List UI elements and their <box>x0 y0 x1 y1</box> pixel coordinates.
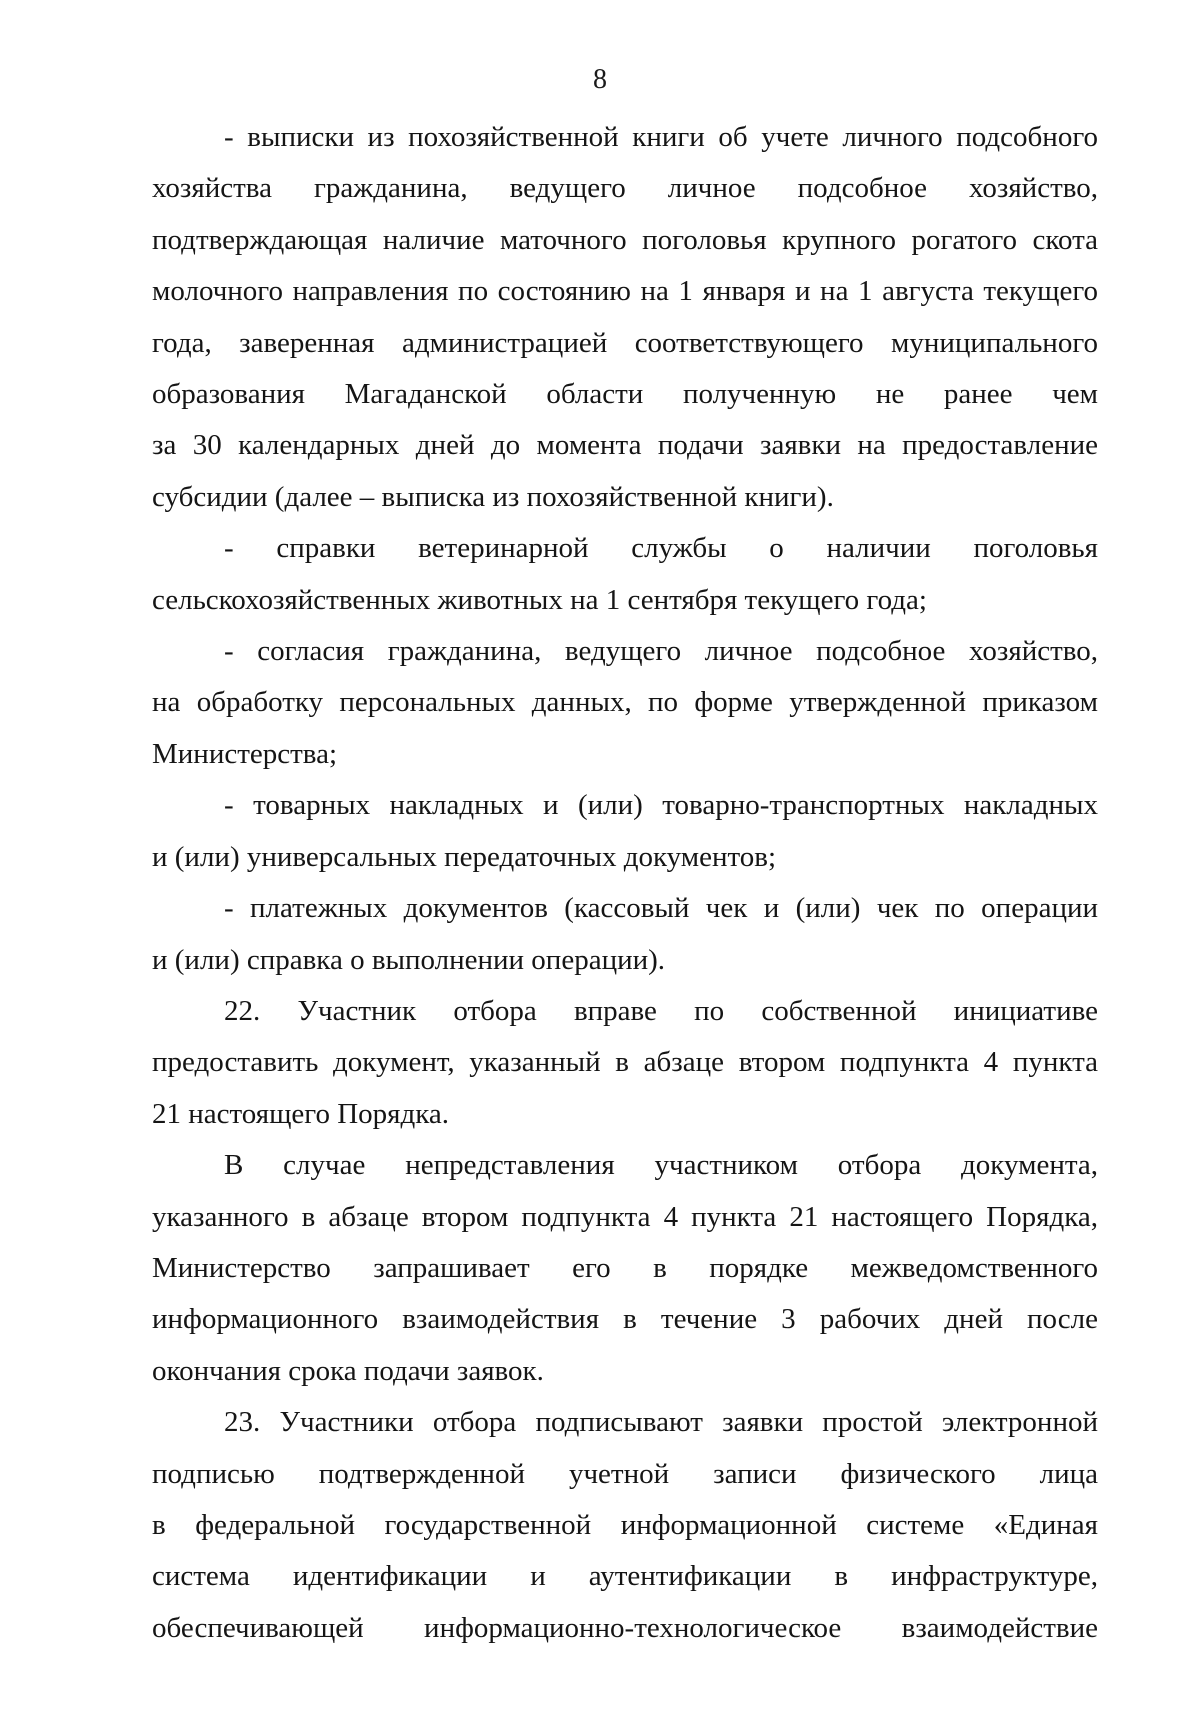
text-line: на обработку персональных данных, по форме утвержденной приказом <box>152 686 1098 719</box>
paragraph-personal-data-consent <box>152 626 1098 780</box>
text-line: подтверждающая наличие маточного поголовья крупного рогатого скота <box>152 223 1098 256</box>
text-line: 21 настоящего Порядка. <box>152 1097 450 1130</box>
text-line: Министерство запрашивает его в порядке межведомственного <box>152 1251 1098 1284</box>
text-line: образования Магаданской области полученную не ранее чем <box>152 378 1098 411</box>
paragraph-non-submission <box>152 1140 1098 1397</box>
text-line: обеспечивающей информационно-технологическое взаимодействие <box>152 1611 1098 1644</box>
text-line: предоставить документ, указанный в абзаце втором подпункта 4 пункта <box>152 1046 1098 1079</box>
text-line: субсидии (далее – выписка из похозяйственной книги). <box>152 480 834 513</box>
text-line: - выписки из похозяйственной книги об учете личного подсобного <box>224 121 1098 153</box>
paragraph-household-book-extract <box>152 112 1098 523</box>
text-line: окончания срока подачи заявок. <box>152 1354 544 1387</box>
text-line: - товарных накладных и (или) товарно-транспортных накладных <box>224 789 1098 822</box>
text-line: в федеральной государственной информационной системе «Единая <box>152 1508 1098 1541</box>
text-line: за 30 календарных дней до момента подачи заявки на предоставление <box>152 429 1098 462</box>
text-line: и (или) справка о выполнении операции). <box>152 943 666 976</box>
text-line: 22. Участник отбора вправе по собственной инициативе <box>224 994 1098 1027</box>
paragraph-veterinary-certificate <box>152 523 1098 626</box>
paragraph-clause-23 <box>152 1397 1098 1654</box>
text-line: года, заверенная администрацией соответствующего муниципального <box>152 326 1098 359</box>
text-line: молочного направления по состоянию на 1 января и на 1 августа текущего <box>152 275 1098 308</box>
text-line: информационного взаимодействия в течение 3 рабочих дней после <box>152 1303 1098 1336</box>
text-line: и (или) универсальных передаточных документов; <box>152 840 777 873</box>
text-line: система идентификации и аутентификации в инфраструктуре, <box>152 1560 1098 1593</box>
document-body <box>152 112 1098 1654</box>
page-number: 8 <box>593 64 607 95</box>
text-line: указанного в абзаце втором подпункта 4 пункта 21 настоящего Порядка, <box>152 1200 1098 1233</box>
text-line: сельскохозяйственных животных на 1 сентября текущего года; <box>152 583 927 616</box>
paragraph-waybills <box>152 780 1098 883</box>
text-line: В случае непредставления участником отбора документа, <box>224 1149 1098 1182</box>
text-line: подписью подтвержденной учетной записи физического лица <box>152 1457 1098 1490</box>
text-line: 23. Участники отбора подписывают заявки простой электронной <box>224 1406 1098 1439</box>
text-line: - платежных документов (кассовый чек и (или) чек по операции <box>224 892 1098 925</box>
text-line: - согласия гражданина, ведущего личное подсобное хозяйство, <box>224 635 1098 668</box>
text-line: - справки ветеринарной службы о наличии поголовья <box>224 532 1098 565</box>
paragraph-payment-documents <box>152 883 1098 986</box>
paragraph-clause-22 <box>152 986 1098 1140</box>
text-line: Министерства; <box>152 737 338 770</box>
text-line: хозяйства гражданина, ведущего личное подсобное хозяйство, <box>152 172 1098 205</box>
